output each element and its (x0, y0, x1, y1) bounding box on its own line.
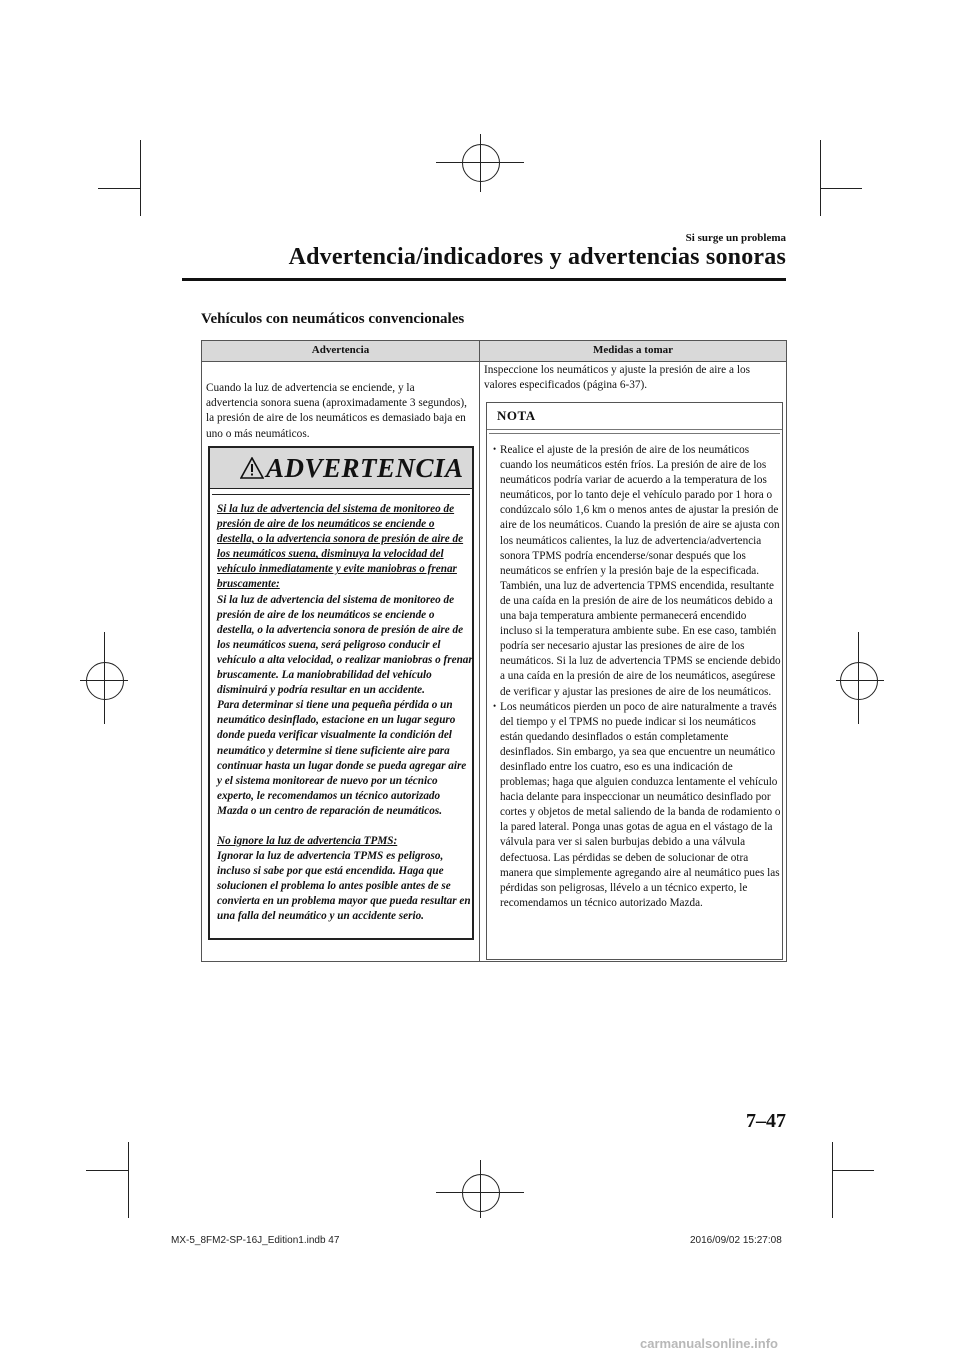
note-box (486, 402, 783, 960)
section-heading: Vehículos con neumáticos convencionales (201, 311, 465, 327)
warning-heading-2: No ignore la luz de advertencia TPMS: (217, 834, 398, 847)
warning-paragraph-1: Si la luz de advertencia del sistema de monitoreo de presión de aire de los neumáticos se enciende o destella, o la advertencia sonora de presión de aire de los neumáticos suena, será peligroso conducir el vehículo a alta velocidad, o realizar maniobras o frenar bruscamente. La maniobrabilidad del vehículo disminuirá y podría resultar en un accidente. (217, 593, 473, 697)
column-header-medidas: Medidas a tomar (592, 344, 674, 356)
warning-paragraph-3: Ignorar la luz de advertencia TPMS es peligroso, incluso si sabe por que está encendida. Haga que solucionen el problema lo antes posible antes de se convierta en un problema mayor que pueda resultar en una falla del neumático y un accidente serio. (217, 850, 471, 923)
warning-header (210, 448, 472, 489)
warning-description: Cuando la luz de advertencia se enciende, y la advertencia sonora suena (aproximadamente 3 segundos), la presión de aire de los neumáticos es demasiado baja en uno o más neumáticos. (206, 382, 467, 440)
page-number: 7–47 (746, 1110, 786, 1132)
section-label: Si surge un problema (685, 232, 786, 244)
action-description: Inspeccione los neumáticos y ajuste la presión de aire a los valores especificados (página 6-37). (484, 364, 751, 392)
note-rule (489, 433, 780, 434)
table-header (202, 341, 786, 362)
note-bullet-1-continued: También, una luz de advertencia TPMS encendida, resultante de una caída en la presión de aire de los neumáticos debido a una baja temperatura ambiente permanecerá encendido incluso si la temperatura ambiente sube. En ese caso, también podría ser necesario ajustar las presiones de aire de los neumáticos. Si la luz de advertencia TPMS se enciende debido a una caída en la presión de aire de los neumáticos, asegúrese de verificar y ajustar las presiones de aire de los neumáticos. (500, 579, 781, 698)
warning-paragraph-2: Para determinar si tiene una pequeña pérdida o un neumático desinflado, estacione en un lugar seguro donde pueda verificar visualmente la condición del neumático y determine si tiene suficiente aire para continuar hasta un lugar donde se pueda agregar aire y el sistema monitorear de nuevo por un técnico experto, le recomendamos un técnico autorizado Mazda o un centro de reparación de neumáticos. (217, 699, 467, 817)
warning-box (208, 446, 474, 940)
note-title: NOTA (497, 408, 536, 423)
note-bullet-2: • Los neumáticos pierden un poco de aire naturalmente a través del tiempo y el TPMS no puede indicar si los neumáticos están quedando desinflados o están completamente desinflados. Sin embargo, ya sea que encuentre un neumático desinflado entre los cuatro, eso es una indicación de problemas; haga que alguien conduzca lentamente el vehículo hacia delante para inspeccionar un neumático desinflado por cortes y objetos de metal saliendo de la banda de rodamiento o la pared lateral. Ponga unas gotas de agua en el vástago de la válvula para ver si salen burbujas debido a una válvula defectuosa. Las pérdidas se deben de solucionar de otra manera que simplemente agregando aire al neumático pues las pérdidas son peligrosas, llévelo a un técnico experto, le recomendamos un técnico autorizado Mazda. (493, 700, 781, 911)
note-header (487, 403, 782, 430)
title-rule (182, 278, 786, 281)
warning-title: ADVERTENCIA (266, 453, 464, 483)
watermark: carmanualsonline.info (640, 1336, 778, 1351)
page-title: Advertencia/indicadores y advertencias sonoras (288, 244, 786, 270)
warning-heading-1: Si la luz de advertencia del sistema de monitoreo de presión de aire de los neumáticos se enciende o destella, o la advertencia sonora de presión de aire de los neumáticos suena, disminuya la velocidad del vehículo inmediatamente y evite maniobras o frenar bruscamente: (217, 503, 464, 591)
column-header-advertencia: Advertencia (311, 344, 370, 356)
warning-rule (212, 494, 470, 495)
column-divider (479, 341, 480, 961)
warning-table (201, 340, 787, 962)
warning-body (217, 502, 473, 925)
footer-date-info: 2016/09/02 15:27:08 (690, 1235, 782, 1246)
warning-triangle-icon (240, 457, 264, 479)
note-body (493, 443, 781, 911)
footer-file-info: MX-5_8FM2-SP-16J_Edition1.indb 47 (171, 1235, 340, 1246)
note-bullet-1: • Realice el ajuste de la presión de aire de los neumáticos cuando los neumáticos estén fríos. La presión de aire de los neumáticos podría variar de acuerdo a la temperatura de los neumáticos, por lo tanto deje el vehículo parado por 1 hora o condúzcalo sólo 1,6 km o menos antes de ajustar la presión de aire de los neumáticos. Cuando la presión de aire se ajusta con los neumáticos calientes, la luz de advertencia/advertencia sonora TPMS podría encenderse/sonar después que los neumáticos se enfríen y la presión baje de la especificada. (493, 443, 781, 579)
